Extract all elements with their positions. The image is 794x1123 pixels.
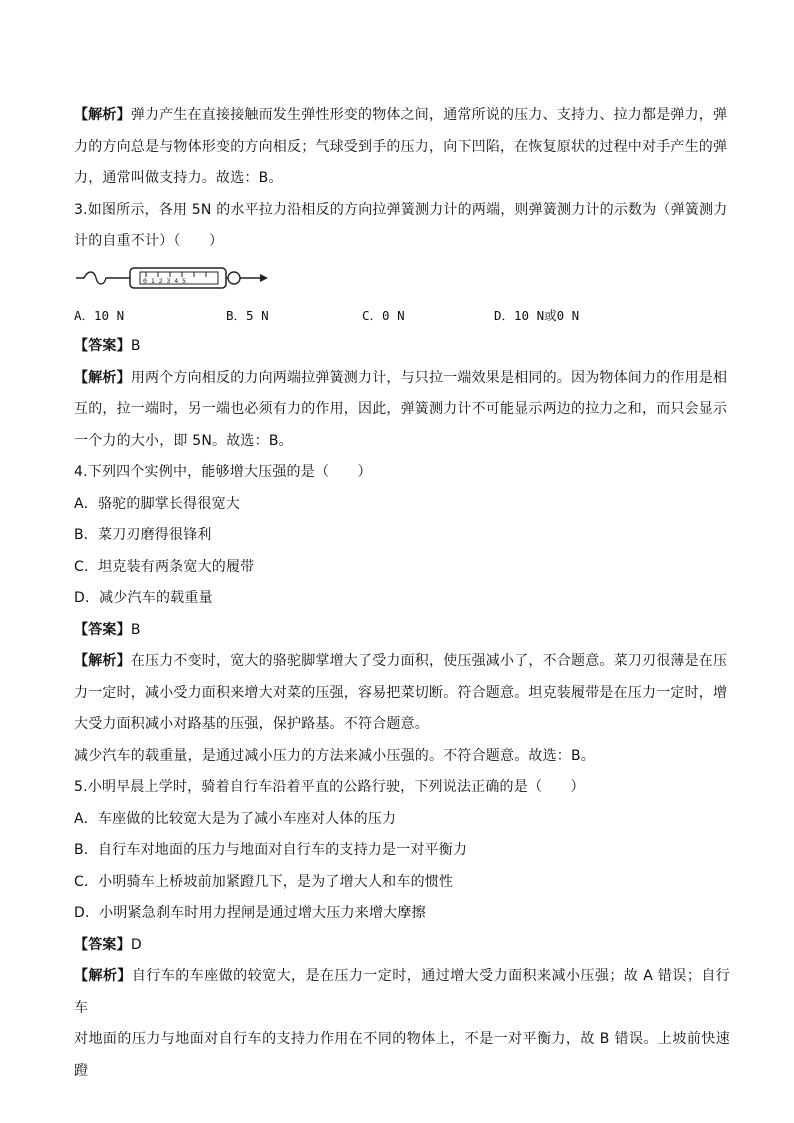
q3-analysis-line-1: 【解析】用两个方向相反的力向两端拉弹簧测力计，与只拉一端效果是相同的。因为物体间力的作用是相 (74, 369, 728, 386)
q3-stem-line-2: 计的自重不计）（ ） (74, 233, 224, 249)
q3-analysis-line-3: 一个力的大小，即 5N。故选：B。 (74, 432, 293, 449)
q5-answer: 【答案】D (74, 936, 142, 953)
arrow-head (260, 274, 268, 282)
analysis-tag: 【解析】 (74, 968, 132, 984)
analysis-tag: 【解析】 (74, 107, 131, 123)
q3-stem-line-1: 3.如图所示，各用 5N 的水平拉力沿相反的方向拉弹簧测力计的两端，则弹簧测力计的示数为（弹簧测力 (74, 201, 728, 218)
q4-analysis-line-4: 减少汽车的载重量，是通过减小压力的方法来减小压强的。不符合题意。故选：B。 (74, 747, 596, 764)
q5-option-d: D．小明紧急刹车时用力捏闸是通过增大压力来增大摩擦 (74, 905, 426, 921)
q2-analysis-line-1: 【解析】弹力产生在直接接触而发生弹性形变的物体之间，通常所说的压力、支持力、拉力都是弹力，弹 (74, 107, 728, 123)
q5-option-a: A．车座做的比较宽大是为了减小车座对人体的压力 (74, 810, 397, 827)
document-page (74, 100, 730, 1087)
q2-analysis-line-3: 力，通常叫做支持力。故选：B。 (74, 170, 283, 186)
analysis-tag: 【解析】 (74, 369, 131, 386)
q4-analysis-line-3: 大受力面积减小对路基的压强，保护路基。不符合题意。 (74, 716, 429, 732)
q5-option-c: C．小明骑车上桥坡前加紧蹬几下，是为了增大人和车的惯性 (74, 873, 454, 890)
spring-scale-figure (74, 260, 730, 296)
q3-option-b: B．5 N (226, 307, 269, 323)
analysis-tag: 【解析】 (74, 653, 131, 669)
q5-analysis-line-1: 【解析】自行车的车座做的较宽大，是在压力一定时，通过增大受力面积来减小压强；故 A 错误；自行车 (74, 968, 730, 1016)
q4-option-a: A．骆驼的脚掌长得很宽大 (74, 495, 240, 512)
q3-options (74, 300, 730, 332)
answer-tag: 【答案】 (74, 936, 131, 953)
q4-analysis-line-2: 力一定时，减小受力面积来增大对菜的压强，容易把菜切断。符合题意。坦克装履带是在压力一定时，增 (74, 684, 728, 701)
q2-analysis-line-2: 力的方向总是与物体形变的方向相反；气球受到手的压力，向下凹陷，在恢复原状的过程中对手产生的弹 (74, 138, 728, 155)
right-ring (228, 272, 240, 284)
q4-stem: 4.下列四个实例中，能够增大压强的是（ ） (74, 464, 372, 480)
q4-option-c: C．坦克装有两条宽大的履带 (74, 558, 255, 575)
q4-analysis-line-1: 【解析】在压力不变时，宽大的骆驼脚掌增大了受力面积，使压强减小了，不合题意。菜刀刃很薄是在压 (74, 653, 728, 669)
q4-option-b: B．菜刀刃磨得很锋利 (74, 527, 212, 543)
q3-answer: 【答案】B (74, 338, 141, 354)
left-hook (76, 272, 130, 284)
q4-answer: 【答案】B (74, 621, 141, 638)
scale-digits: 0 1 2 3 4 5 (143, 276, 187, 285)
q3-option-a: A．10 N (74, 307, 125, 323)
answer-tag: 【答案】 (74, 338, 131, 354)
answer-tag: 【答案】 (74, 621, 131, 638)
spring-scale-diagram (74, 260, 274, 296)
q5-analysis-line-2: 对地面的压力与地面对自行车的支持力作用在不同的物体上，不是一对平衡力，故 B 错误。上坡前快速蹬 (74, 1031, 730, 1079)
q3-option-c: C．0 N (362, 307, 405, 323)
q4-option-d: D．减少汽车的载重量 (74, 590, 213, 606)
q3-analysis-line-2: 互的，拉一端时，另一端也必须有力的作用，因此，弹簧测力计不可能显示两边的拉力之和，而只会显示 (74, 401, 728, 417)
q5-stem: 5.小明早晨上学时，骑着自行车沿着平直的公路行驶，下列说法正确的是（ ） (74, 779, 585, 795)
q3-option-d: D．10 N或0 N (494, 307, 580, 323)
q5-option-b: B．自行车对地面的压力与地面对自行车的支持力是一对平衡力 (74, 842, 468, 858)
